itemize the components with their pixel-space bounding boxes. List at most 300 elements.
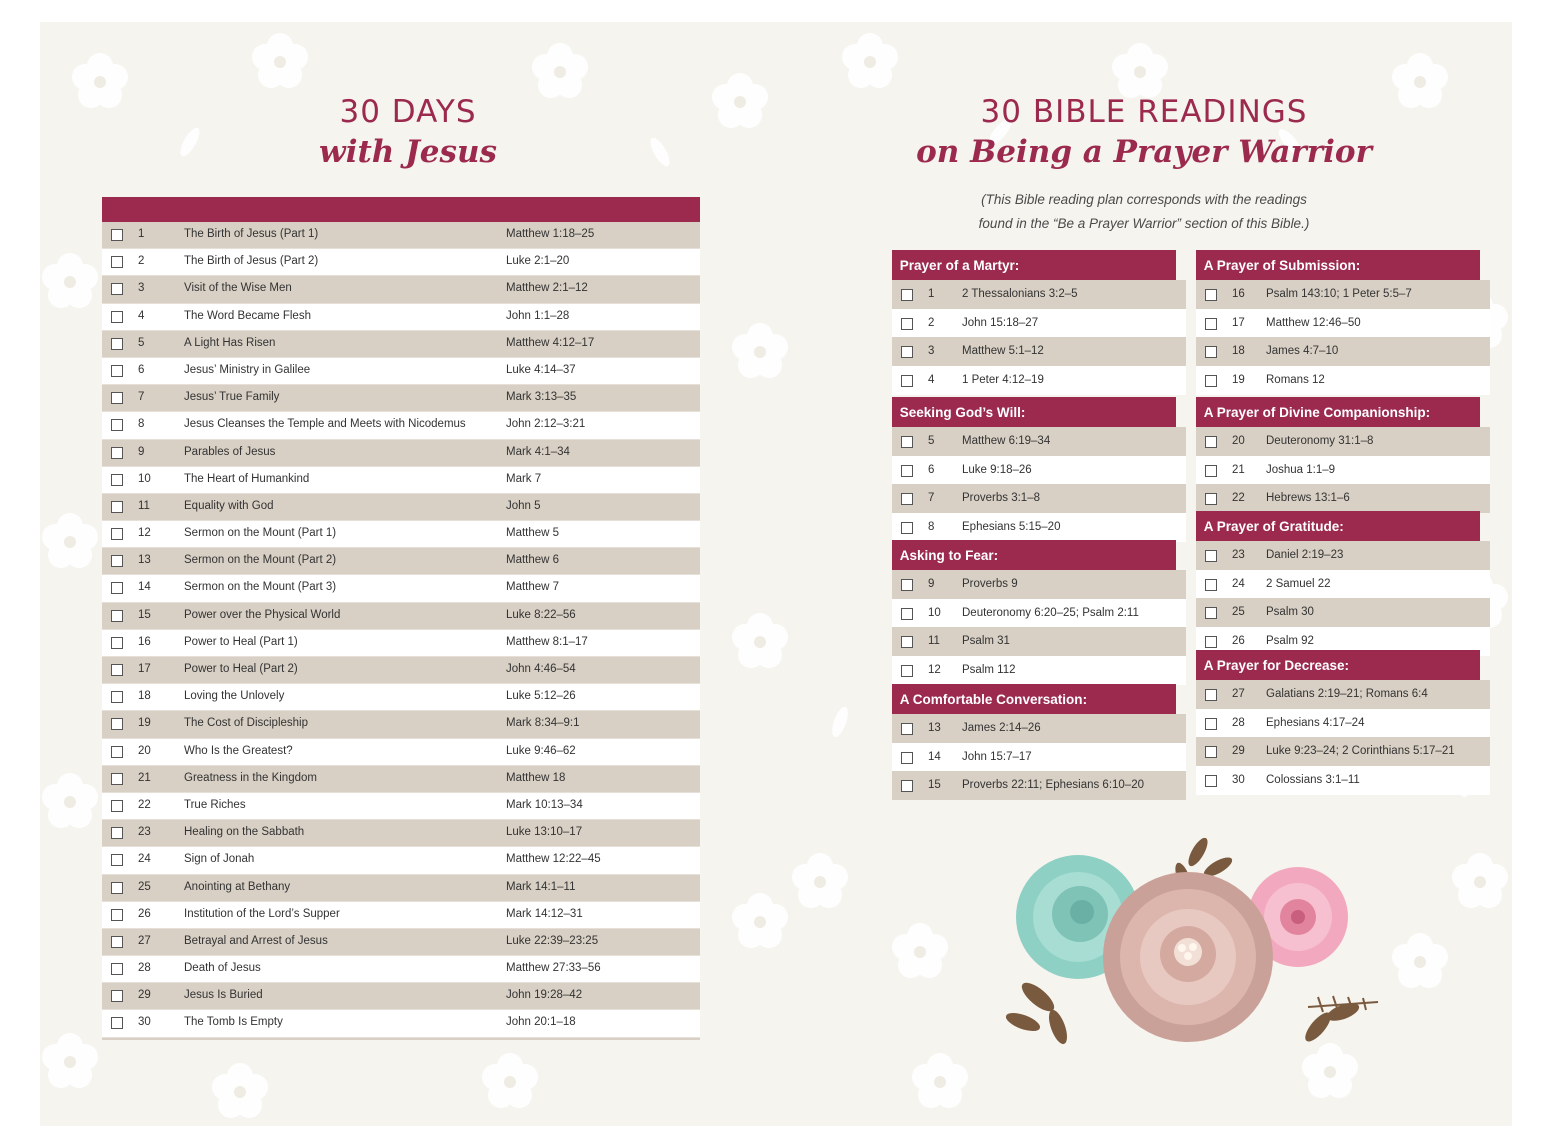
day-number: 3	[138, 282, 145, 295]
reading-number: 19	[1232, 374, 1245, 387]
table-row	[102, 276, 700, 303]
day-title: The Tomb Is Empty	[184, 1016, 283, 1029]
day-reference: Matthew 5	[506, 527, 560, 540]
reading-reference: Psalm 30	[1266, 606, 1314, 619]
checkbox[interactable]	[1205, 607, 1217, 619]
reading-number: 29	[1232, 745, 1245, 758]
reading-row	[1196, 427, 1490, 456]
reading-row	[1196, 337, 1490, 366]
reading-reference: Hebrews 13:1–6	[1266, 492, 1350, 505]
day-title: Power to Heal (Part 1)	[184, 635, 298, 648]
reading-number: 3	[928, 345, 935, 358]
day-number: 20	[138, 744, 151, 757]
reading-row	[1196, 456, 1490, 485]
checkbox[interactable]	[1205, 718, 1217, 730]
day-number: 24	[138, 853, 151, 866]
reading-section	[1196, 650, 1490, 795]
reading-row	[1196, 766, 1490, 795]
day-number: 18	[138, 690, 151, 703]
table-row	[102, 820, 700, 847]
day-title: Sign of Jonah	[184, 853, 255, 866]
reading-number: 22	[1232, 492, 1245, 505]
checkbox[interactable]	[111, 610, 123, 622]
day-title: Sermon on the Mount (Part 1)	[184, 527, 337, 540]
reading-number: 11	[928, 635, 940, 648]
table-rows	[102, 222, 700, 1038]
day-reference: John 20:1–18	[506, 1016, 576, 1029]
reading-row	[892, 309, 1186, 338]
reading-number: 23	[1232, 549, 1245, 561]
day-number: 8	[138, 418, 145, 431]
day-reference: Mark 4:1–34	[506, 445, 570, 458]
table-row	[102, 902, 700, 929]
reading-row	[892, 427, 1186, 456]
reading-number: 6	[928, 463, 935, 476]
checkbox[interactable]	[1205, 689, 1217, 701]
day-number: 17	[138, 663, 151, 675]
reading-reference: Deuteronomy 31:1–8	[1266, 435, 1374, 447]
right-title-script: on Being a Prayer Warrior	[916, 134, 1372, 170]
plan-note-line1: (This Bible reading plan corresponds with the readings	[981, 192, 1307, 207]
reading-row	[892, 366, 1186, 395]
reading-row	[892, 627, 1186, 656]
checkbox[interactable]	[901, 752, 913, 764]
day-title: Power over the Physical World	[184, 608, 341, 621]
day-number: 21	[138, 771, 151, 784]
reading-number: 8	[928, 521, 935, 534]
day-title: Loving the Unlovely	[184, 690, 285, 703]
day-title: Sermon on the Mount (Part 2)	[184, 554, 337, 567]
checkbox[interactable]	[901, 289, 913, 301]
day-title: True Riches	[184, 798, 246, 811]
reading-reference: Deuteronomy 6:20–25; Psalm 2:11	[962, 606, 1139, 619]
reading-row	[1196, 280, 1490, 309]
checkbox[interactable]	[901, 522, 913, 534]
reading-reference: Psalm 112	[962, 664, 1016, 677]
checkbox[interactable]	[111, 528, 123, 540]
right-page	[776, 22, 1512, 1126]
day-reference: John 4:46–54	[506, 663, 576, 675]
day-title: The Word Became Flesh	[184, 309, 311, 322]
section-heading: A Prayer of Submission:	[1196, 250, 1480, 280]
reading-reference: Luke 9:23–24; 2 Corinthians 5:17–21	[1266, 745, 1455, 758]
day-number: 26	[138, 907, 151, 920]
section-heading: Asking to Fear:	[892, 540, 1176, 570]
reading-reference: Daniel 2:19–23	[1266, 549, 1344, 561]
table-row	[102, 222, 700, 249]
day-reference: Matthew 2:1–12	[506, 282, 588, 295]
reading-row	[1196, 309, 1490, 338]
checkbox[interactable]	[901, 780, 913, 792]
reading-number: 7	[928, 492, 935, 505]
reading-row	[892, 337, 1186, 366]
checkbox[interactable]	[1205, 375, 1217, 387]
day-number: 13	[138, 554, 151, 567]
day-title: Jesus’ Ministry in Galilee	[184, 363, 311, 376]
day-number: 2	[138, 255, 145, 268]
reading-reference: Matthew 12:46–50	[1266, 316, 1361, 329]
reading-number: 13	[928, 722, 941, 734]
day-reference: Luke 8:22–56	[506, 608, 576, 621]
day-reference: John 1:1–28	[506, 309, 570, 322]
section-heading: A Prayer of Gratitude:	[1196, 511, 1480, 541]
reading-reference: Luke 9:18–26	[962, 463, 1032, 476]
checkbox[interactable]	[1205, 636, 1217, 648]
day-title: Betrayal and Arrest of Jesus	[184, 934, 328, 947]
day-number: 6	[138, 363, 145, 376]
day-reference: John 19:28–42	[506, 989, 583, 1002]
checkbox[interactable]	[111, 854, 123, 866]
day-reference: Luke 4:14–37	[506, 363, 576, 376]
reading-row	[892, 570, 1186, 599]
checkbox[interactable]	[901, 608, 913, 620]
reading-row	[892, 771, 1186, 800]
checkbox[interactable]	[901, 579, 913, 591]
reading-row	[1196, 541, 1490, 570]
checkbox[interactable]	[1205, 550, 1217, 562]
reading-row	[1196, 709, 1490, 738]
reading-row	[892, 599, 1186, 628]
day-number: 10	[138, 472, 151, 485]
day-number: 1	[138, 228, 145, 240]
checkbox[interactable]	[111, 311, 123, 323]
table-row	[102, 249, 700, 276]
day-number: 22	[138, 798, 151, 811]
table-row	[102, 956, 700, 983]
reading-section	[1196, 397, 1490, 513]
reading-reference: Matthew 6:19–34	[962, 435, 1051, 447]
reading-number: 21	[1232, 463, 1245, 476]
day-number: 14	[138, 581, 151, 594]
day-reference: John 5	[506, 499, 541, 512]
day-title: Equality with God	[184, 499, 274, 512]
section-heading: A Prayer for Decrease:	[1196, 650, 1480, 680]
reading-section	[892, 250, 1186, 395]
reading-row	[1196, 484, 1490, 513]
reading-reference: 1 Peter 4:12–19	[962, 374, 1044, 387]
checkbox[interactable]	[901, 436, 913, 448]
checkbox[interactable]	[111, 637, 123, 649]
day-reference: Matthew 8:1–17	[506, 635, 588, 648]
checkbox[interactable]	[111, 419, 123, 431]
reading-reference: Joshua 1:1–9	[1266, 463, 1336, 476]
day-title: Death of Jesus	[184, 962, 261, 975]
reading-reference: Ephesians 4:17–24	[1266, 716, 1365, 729]
day-number: 28	[138, 962, 151, 975]
checkbox[interactable]	[111, 582, 123, 594]
day-reference: Matthew 12:22–45	[506, 853, 601, 866]
table-row	[102, 440, 700, 467]
table-row	[102, 358, 700, 385]
table-row	[102, 739, 700, 766]
book-spread	[40, 22, 1512, 1126]
reading-row	[892, 656, 1186, 685]
reading-reference: 2 Thessalonians 3:2–5	[962, 288, 1078, 300]
reading-number: 27	[1232, 688, 1245, 700]
reading-number: 9	[928, 578, 935, 590]
reading-row	[892, 513, 1186, 542]
day-number: 25	[138, 880, 151, 893]
checkbox[interactable]	[1205, 465, 1217, 477]
table-row	[102, 521, 700, 548]
table-row	[102, 603, 700, 630]
checkbox[interactable]	[111, 882, 123, 894]
day-title: Jesus Is Buried	[184, 989, 263, 1002]
day-title: Anointing at Bethany	[184, 880, 291, 893]
day-number: 7	[138, 391, 145, 404]
checkbox[interactable]	[901, 375, 913, 387]
day-reference: Mark 10:13–34	[506, 798, 583, 811]
table-header-bar	[102, 197, 700, 222]
checkbox[interactable]	[111, 773, 123, 785]
reading-section	[892, 540, 1186, 685]
reading-reference: John 15:18–27	[962, 316, 1039, 329]
reading-row	[892, 456, 1186, 485]
checkbox[interactable]	[111, 664, 123, 676]
day-reference: Luke 2:1–20	[506, 255, 570, 268]
reading-number: 26	[1232, 635, 1245, 648]
section-heading: Prayer of a Martyr:	[892, 250, 1176, 280]
day-number: 15	[138, 608, 151, 621]
reading-reference: Psalm 143:10; 1 Peter 5:5–7	[1266, 288, 1412, 300]
reading-number: 4	[928, 374, 935, 387]
day-number: 9	[138, 445, 145, 458]
reading-row	[892, 280, 1186, 309]
day-title: Institution of the Lord’s Supper	[184, 907, 340, 920]
table-row	[102, 875, 700, 902]
day-reference: Matthew 18	[506, 771, 566, 784]
right-title-main: 30 BIBLE READINGS	[980, 94, 1308, 130]
reading-reference: John 15:7–17	[962, 750, 1032, 763]
table-row	[102, 684, 700, 711]
checkbox[interactable]	[1205, 746, 1217, 758]
table-row	[102, 331, 700, 358]
checkbox[interactable]	[111, 990, 123, 1002]
checkbox[interactable]	[1205, 346, 1217, 358]
section-heading: A Prayer of Divine Companionship:	[1196, 397, 1480, 427]
checkbox[interactable]	[901, 318, 913, 330]
checkbox[interactable]	[901, 465, 913, 477]
day-number: 5	[138, 336, 145, 349]
table-row	[102, 657, 700, 684]
day-title: Sermon on the Mount (Part 3)	[184, 581, 337, 594]
reading-section	[892, 397, 1186, 542]
day-title: Power to Heal (Part 2)	[184, 663, 298, 675]
reading-reference: Proverbs 3:1–8	[962, 492, 1040, 505]
day-reference: Mark 14:1–11	[506, 880, 576, 893]
day-number: 27	[138, 934, 151, 947]
reading-row	[1196, 737, 1490, 766]
checkbox[interactable]	[111, 691, 123, 703]
flower-bouquet-illustration	[998, 822, 1398, 1052]
checkbox[interactable]	[111, 283, 123, 295]
table-row	[102, 575, 700, 602]
checkbox[interactable]	[111, 936, 123, 948]
reading-row	[1196, 680, 1490, 709]
section-heading: Seeking God’s Will:	[892, 397, 1176, 427]
day-title: A Light Has Risen	[184, 336, 276, 349]
checkbox[interactable]	[111, 365, 123, 377]
reading-row	[892, 484, 1186, 513]
day-reference: Matthew 27:33–56	[506, 962, 601, 975]
checkbox[interactable]	[1205, 493, 1217, 505]
table-row	[102, 494, 700, 521]
day-reference: Mark 7	[506, 472, 542, 485]
checkbox[interactable]	[111, 501, 123, 513]
day-title: Who Is the Greatest?	[184, 744, 293, 757]
reading-number: 5	[928, 435, 935, 447]
checkbox[interactable]	[111, 338, 123, 350]
day-number: 30	[138, 1016, 151, 1029]
left-page	[40, 22, 776, 1126]
reading-number: 16	[1232, 288, 1245, 300]
reading-number: 25	[1232, 606, 1245, 619]
reading-number: 1	[928, 288, 935, 300]
checkbox[interactable]	[1205, 775, 1217, 787]
reading-row	[1196, 366, 1490, 395]
day-reference: Mark 14:12–31	[506, 907, 583, 920]
checkbox[interactable]	[1205, 289, 1217, 301]
reading-reference: Ephesians 5:15–20	[962, 521, 1061, 534]
table-row	[102, 1010, 700, 1037]
day-reference: Luke 22:39–23:25	[506, 934, 599, 947]
plan-note	[776, 188, 1512, 236]
table-row	[102, 467, 700, 494]
reading-number: 15	[928, 779, 941, 792]
checkbox[interactable]	[901, 346, 913, 358]
checkbox[interactable]	[111, 827, 123, 839]
reading-number: 28	[1232, 716, 1245, 729]
checkbox[interactable]	[1205, 318, 1217, 330]
day-title: The Heart of Humankind	[184, 472, 310, 485]
checkbox[interactable]	[901, 493, 913, 505]
day-number: 4	[138, 309, 145, 322]
day-title: Greatness in the Kingdom	[184, 771, 317, 784]
reading-reference: Psalm 31	[962, 635, 1010, 648]
reading-number: 18	[1232, 345, 1245, 358]
day-title: Parables of Jesus	[184, 445, 276, 458]
day-title: Jesus’ True Family	[184, 391, 280, 404]
day-number: 16	[138, 635, 151, 648]
table-row	[102, 847, 700, 874]
checkbox[interactable]	[111, 392, 123, 404]
day-reference: Luke 13:10–17	[506, 826, 583, 839]
day-reference: Matthew 1:18–25	[506, 228, 595, 240]
day-title: Visit of the Wise Men	[184, 282, 292, 295]
table-row	[102, 983, 700, 1010]
days-table	[102, 197, 700, 1040]
day-title: Healing on the Sabbath	[184, 826, 305, 839]
reading-section	[1196, 250, 1490, 395]
reading-row	[1196, 570, 1490, 599]
plan-note-line2: found in the “Be a Prayer Warrior” section of this Bible.)	[978, 216, 1310, 231]
checkbox[interactable]	[901, 636, 913, 648]
day-title: Jesus Cleanses the Temple and Meets with Nicodemus	[184, 418, 466, 431]
checkbox[interactable]	[111, 963, 123, 975]
reading-number: 24	[1232, 577, 1245, 590]
checkbox[interactable]	[111, 256, 123, 268]
checkbox[interactable]	[901, 665, 913, 677]
reading-section	[892, 684, 1186, 800]
reading-number: 12	[928, 664, 941, 677]
reading-row	[892, 743, 1186, 772]
left-title-script: with Jesus	[319, 134, 497, 170]
reading-reference: Galatians 2:19–21; Romans 6:4	[1266, 688, 1428, 700]
checkbox[interactable]	[111, 1017, 123, 1029]
reading-number: 20	[1232, 435, 1245, 447]
day-title: The Birth of Jesus (Part 2)	[184, 255, 319, 268]
reading-row	[892, 714, 1186, 743]
table-row	[102, 711, 700, 738]
day-reference: Mark 8:34–9:1	[506, 717, 580, 730]
table-row	[102, 304, 700, 331]
reading-reference: James 2:14–26	[962, 722, 1041, 734]
day-reference: John 2:12–3:21	[506, 418, 586, 431]
reading-number: 2	[928, 316, 935, 329]
day-number: 23	[138, 826, 151, 839]
checkbox[interactable]	[111, 555, 123, 567]
reading-number: 17	[1232, 316, 1245, 329]
day-number: 11	[138, 499, 150, 512]
day-number: 19	[138, 717, 151, 730]
day-title: The Cost of Discipleship	[184, 717, 308, 730]
checkbox[interactable]	[1205, 579, 1217, 591]
reading-reference: Proverbs 22:11; Ephesians 6:10–20	[962, 779, 1144, 792]
checkbox[interactable]	[111, 746, 123, 758]
reading-row	[1196, 598, 1490, 627]
day-reference: Matthew 4:12–17	[506, 336, 595, 349]
reading-number: 10	[928, 606, 941, 619]
table-row	[102, 766, 700, 793]
reading-reference: Colossians 3:1–11	[1266, 774, 1360, 787]
checkbox[interactable]	[111, 909, 123, 921]
reading-section	[1196, 511, 1490, 656]
reading-reference: Proverbs 9	[962, 578, 1018, 590]
checkbox[interactable]	[111, 447, 123, 459]
checkbox[interactable]	[111, 474, 123, 486]
reading-reference: 2 Samuel 22	[1266, 577, 1331, 590]
left-title-main: 30 DAYS	[339, 94, 477, 130]
reading-reference: James 4:7–10	[1266, 345, 1339, 358]
section-heading: A Comfortable Conversation:	[892, 684, 1176, 714]
checkbox[interactable]	[111, 229, 123, 241]
day-number: 29	[138, 989, 151, 1002]
table-row	[102, 793, 700, 820]
table-row	[102, 548, 700, 575]
reading-number: 14	[928, 750, 941, 763]
checkbox[interactable]	[111, 718, 123, 730]
day-reference: Matthew 6	[506, 554, 560, 567]
reading-reference: Matthew 5:1–12	[962, 345, 1044, 358]
reading-reference: Psalm 92	[1266, 635, 1314, 648]
table-row	[102, 412, 700, 439]
table-row	[102, 929, 700, 956]
reading-number: 30	[1232, 774, 1245, 787]
day-reference: Luke 9:46–62	[506, 744, 576, 757]
checkbox[interactable]	[1205, 436, 1217, 448]
table-row	[102, 630, 700, 657]
day-title: The Birth of Jesus (Part 1)	[184, 228, 319, 240]
day-number: 12	[138, 527, 151, 540]
day-reference: Luke 5:12–26	[506, 690, 576, 703]
day-reference: Matthew 7	[506, 581, 560, 594]
checkbox[interactable]	[901, 723, 913, 735]
table-row	[102, 385, 700, 412]
reading-reference: Romans 12	[1266, 374, 1325, 387]
table-bottom-rule	[102, 1038, 700, 1040]
checkbox[interactable]	[111, 800, 123, 812]
day-reference: Mark 3:13–35	[506, 391, 577, 404]
